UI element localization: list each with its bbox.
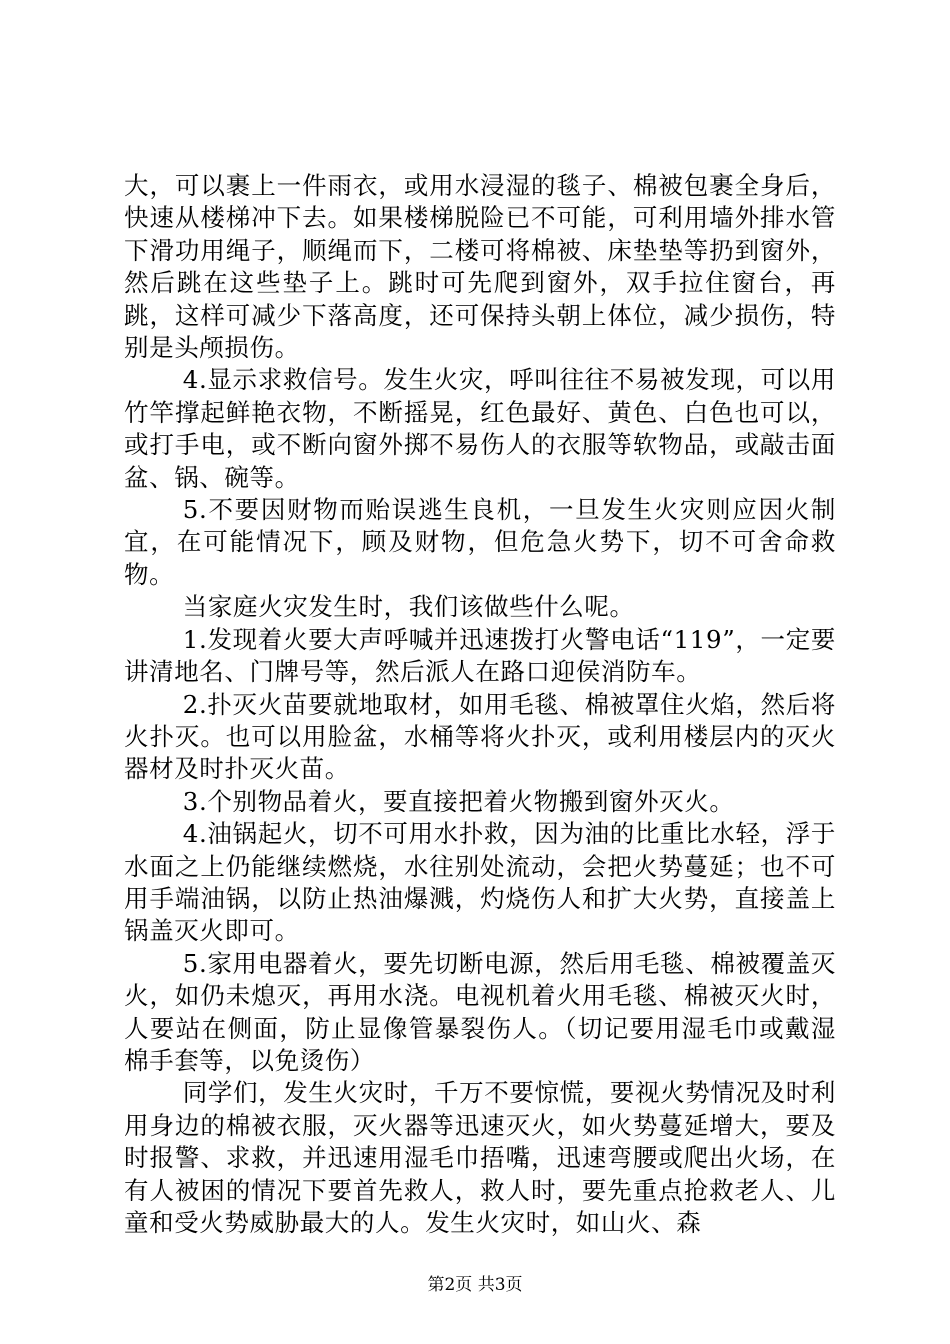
page-footer (0, 1275, 950, 1295)
paragraph: 大，可以裹上一件雨衣，或用水浸湿的毯子、棉被包裹全身后，快速从楼梯冲下去。如果楼梯脱险已不可能，可利用墙外排水管下滑功用绳子，顺绳而下，二楼可将棉被、床垫垫等扔到窗外，然后跳在这些垫子上。跳时可先爬到窗外，双手拉住窗台，再跳，这样可减少下落高度，还可保持头朝上体位，减少损伤，特别是头颅损伤。 (124, 171, 836, 363)
paragraph: 同学们，发生火灾时，千万不要惊慌，要视火势情况及时利用身边的棉被衣服，灭火器等迅速灭火，如火势蔓延增大，要及时报警、求救，并迅速用湿毛巾捂嘴，迅速弯腰或爬出火场，在有人被困的情况下要首先救人，救人时，要先重点抢救老人、儿童和受火势威胁最大的人。发生火灾时，如山火、森 (124, 1078, 836, 1237)
paragraph: 5.家用电器着火，要先切断电源，然后用毛毯、棉被覆盖灭火，如仍未熄灭，再用水浇。电视机着火用毛毯、棉被灭火时，人要站在侧面，防止显像管暴裂伤人。（切记要用湿毛巾或戴湿棉手套等，以免烫伤） (124, 948, 836, 1075)
paragraph: 2.扑灭火苗要就地取材，如用毛毯、棉被罩住火焰，然后将火扑灭。也可以用脸盆，水桶等将火扑灭，或利用楼层内的灭火器材及时扑灭火苗。 (124, 689, 836, 784)
paragraph: 4.油锅起火，切不可用水扑救，因为油的比重比水轻，浮于水面之上仍能继续燃烧，水往别处流动，会把火势蔓延；也不可用手端油锅，以防止热油爆溅，灼烧伤人和扩大火势，直接盖上锅盖灭火即可。 (124, 819, 836, 946)
paragraph: 1.发现着火要大声呼喊并迅速拨打火警电话“119”，一定要讲清地名、门牌号等，然后派人在路口迎侯消防车。 (124, 624, 836, 687)
page-number-label: 第2页 共3页 (427, 1275, 523, 1295)
paragraph: 5.不要因财物而贻误逃生良机，一旦发生火灾则应因火制宜，在可能情况下，顾及财物，但危急火势下，切不可舍命救物。 (124, 495, 836, 589)
paragraph: 4.显示求救信号。发生火灾，呼叫往往不易被发现，可以用竹竿撑起鲜艳衣物，不断摇晃，红色最好、黄色、白色也可以，或打手电，或不断向窗外掷不易伤人的衣服等软物品，或敲击面盆、锅、碗等。 (124, 365, 836, 492)
paragraph: 3.个别物品着火，要直接把着火物搬到窗外灭火。 (182, 786, 735, 816)
paragraph: 当家庭火灾发生时，我们该做些什么呢。 (182, 592, 635, 622)
document-body (124, 170, 836, 1239)
